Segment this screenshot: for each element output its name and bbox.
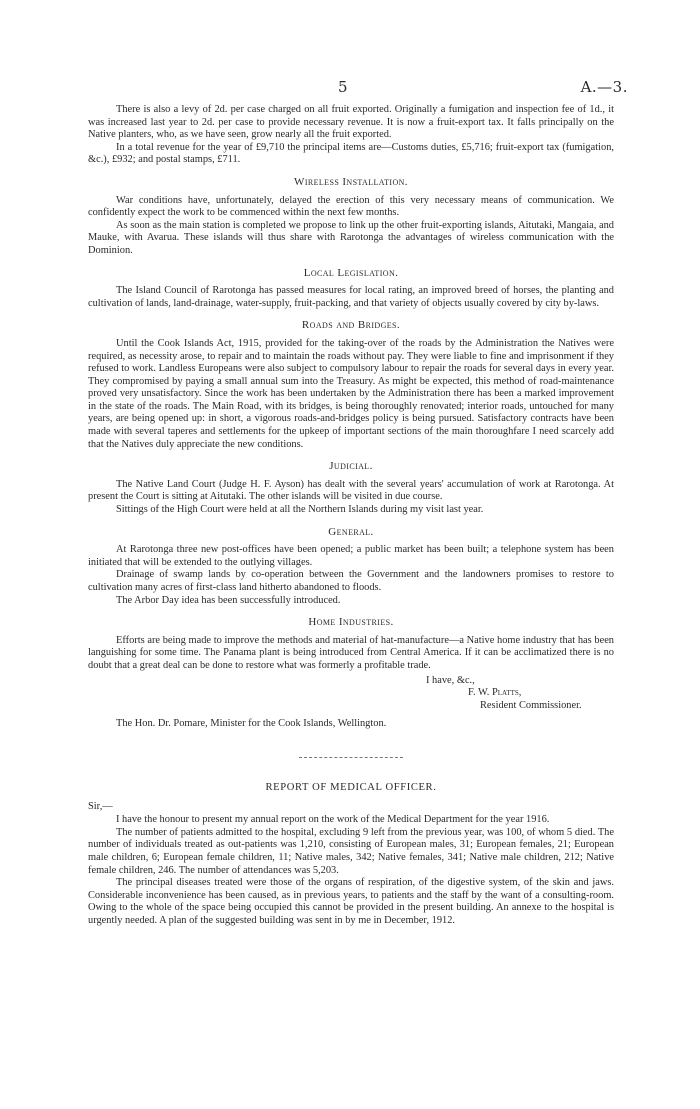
salutation: Sir,— (88, 800, 113, 812)
body-text (88, 104, 614, 927)
general-paragraph-1: At Rarotonga three new post-offices have been opened; a public market has been built; a telephone system has been initiated that will be extended to the outlying villages. (88, 544, 614, 568)
medical-paragraph-1: I have the honour to present my annual report on the work of the Medical Department for the year 1916. (116, 814, 550, 826)
home-industries-paragraph: Efforts are being made to improve the methods and material of hat-manufacture—a Native home industry that has been languishing for some time. The Panama plant is being introduced from Central America. If it can be acclimatized there is no doubt that a great deal can be done to restore what was formerly a profitable trade. (88, 634, 614, 671)
section-divider (299, 757, 403, 758)
addressee: The Hon. Dr. Pomare, Minister for the Cook Islands, Wellington. (116, 718, 387, 730)
page-header (0, 78, 700, 98)
revenue-paragraph: In a total revenue for the year of £9,710 the principal items are—Customs duties, £5,716; fruit-export tax (fumigation, &c.), £932; and postal stamps, £711. (88, 141, 614, 166)
general-paragraph-3: The Arbor Day idea has been successfully introduced. (116, 594, 341, 606)
judicial-paragraph-2: Sittings of the High Court were held at all the Northern Islands during my visit last year. (116, 504, 484, 516)
judicial-heading: Judicial. (329, 460, 373, 473)
home-industries-heading: Home Industries. (308, 616, 394, 629)
local-legislation-paragraph: The Island Council of Rarotonga has passed measures for local rating, an improved breed of horses, the planting and cultivation of lands, land-drainage, water-supply, fruit-packing, and that variety of objects usually covered by city by-laws. (88, 285, 614, 309)
fruit-levy-paragraph: There is also a levy of 2d. per case charged on all fruit exported. Originally a fumigation and inspection fee of 1d., it was increased last year to 2d. per case to provide necessary revenue. It is now a fruit-export tax. It falls principally on the Native planters, who, as we have seen, grow nearly all the fruit exported. (88, 104, 614, 141)
signature-name: F. W. Platts, (468, 687, 522, 699)
general-heading: General. (328, 525, 374, 538)
local-legislation-heading: Local Legislation. (303, 266, 399, 279)
signature-closing: I have, &c., (426, 674, 475, 686)
judicial-paragraph-1: The Native Land Court (Judge H. F. Ayson) has dealt with the several years' accumulation of work at Rarotonga. At present the Court is sitting at Aitutaki. The other islands will be visited in due course. (88, 478, 614, 503)
roads-paragraph: Until the Cook Islands Act, 1915, provided for the taking-over of the roads by the Administration the Natives were required, as necessity arose, to repair and to maintain the roads without pay. They were liable to fine and imprisonment if they refused to work. Landless Europeans were also subject to compulsory labour to repair the roads for several days in every year. They compromised by paying a small annual sum into the Treasury. As might be expected, this method of road-maintenance proved very unsatisfactory. Since the work has been undertaken by the Administration there has been a marked improvement in the state of the roads. The Main Road, with its bridges, is being thoroughly renovated; interior roads, untouched for many years, are being opened up: in short, a vigorous roads-and-bridges policy is being pursued. Satisfactory contracts have been made with several taperes and settlements for the upkeep of important sections of the main thoroughfare I need scarcely add that the Natives duly appreciate the new conditions. (88, 337, 614, 450)
medical-report-title: REPORT OF MEDICAL OFFICER. (265, 781, 437, 793)
general-paragraph-2: Drainage of swamp lands by co-operation between the Government and the landowners promises to restore to cultivation many acres of first-class land hitherto abandoned to floods. (88, 569, 614, 593)
page-number: 5 (338, 78, 348, 96)
medical-paragraph-3: The principal diseases treated were those of the organs of respiration, of the digestive system, of the skin and jaws. Considerable inconvenience has been caused, as in previous years, to patients and the staff by the want of a consulting-room. Owing to the whole of the space being occupied this cannot be provided in the present building. An annexe to the hospital is urgently needed. A plan of the suggested building was sent in by me in December, 1912. (88, 877, 614, 926)
wireless-heading: Wireless Installation. (294, 175, 408, 188)
signature-title: Resident Commissioner. (480, 699, 582, 711)
roads-heading: Roads and Bridges. (301, 319, 401, 332)
signature-block (88, 675, 614, 713)
document-reference: A.—3. (580, 78, 628, 96)
wireless-paragraph-1: War conditions have, unfortunately, delayed the erection of this very necessary means of communication. We confidently expect the work to be commenced within the next few months. (88, 194, 614, 219)
medical-paragraph-2: The number of patients admitted to the hospital, excluding 9 left from the previous year, was 100, of whom 5 died. The number of individuals treated as out-patients was 1,210, consisting of European males, 31; European females, 21; European male children, 6; European female children, 11; Native males, 342; Native females, 341; Native male children, 212; Native female children, 246. The number of attendances was 5,203. (88, 826, 614, 876)
wireless-paragraph-2: As soon as the main station is completed we propose to link up the other fruit-exporting islands, Aitutaki, Mangaia, and Mauke, with Avarua. These islands will thus share with Rarotonga the advantages of wireless communication with the Dominion. (88, 219, 614, 256)
